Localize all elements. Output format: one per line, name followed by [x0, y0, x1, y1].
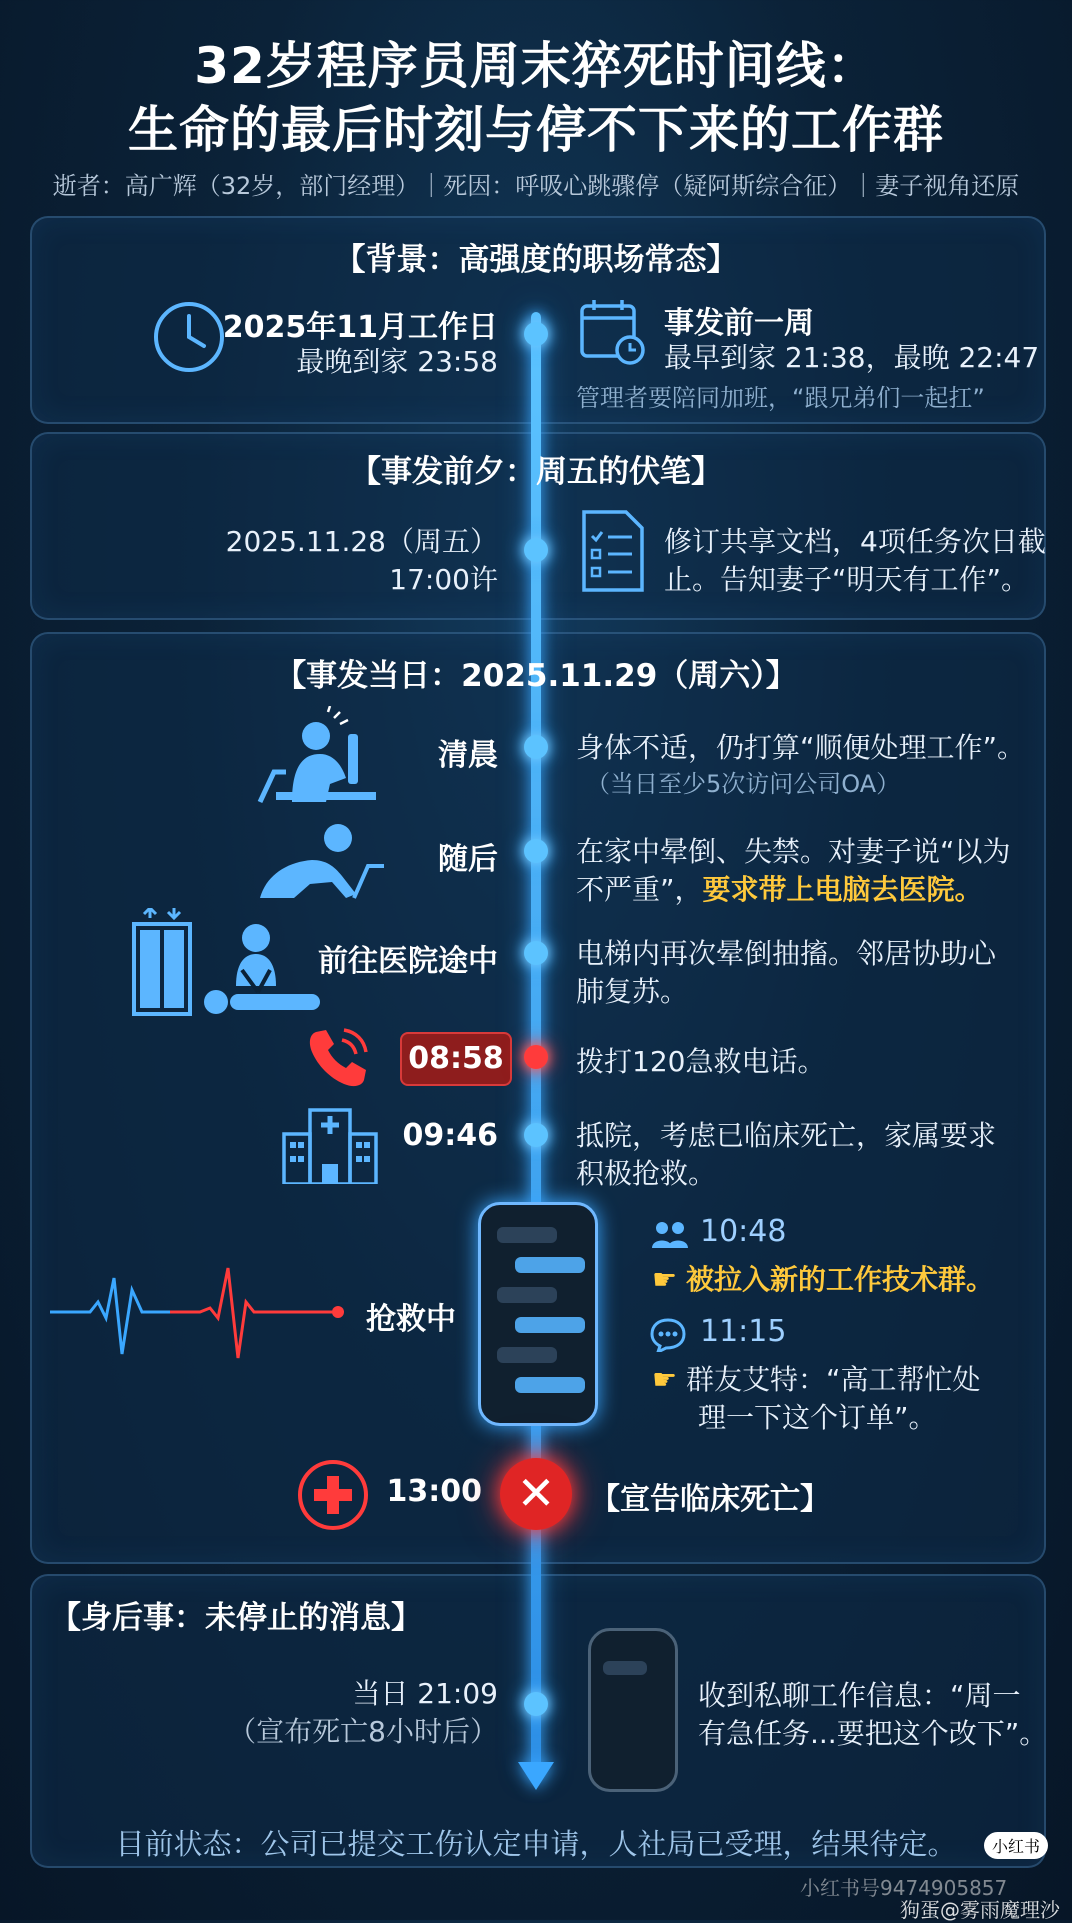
timeline-dot	[524, 1123, 548, 1147]
rescue-time-1: 10:48	[700, 1214, 787, 1249]
background-left-detail: 最晚到家 23:58	[296, 345, 498, 378]
author-watermark: 狗蛋@雾雨魔理沙	[900, 1898, 1060, 1922]
rescue-message-2-line-2: 理一下这个订单”。	[698, 1401, 937, 1434]
pointing-hand-icon: ☛	[652, 1263, 687, 1296]
eve-text-line-2: 止。告知妻子“明天有工作”。	[664, 563, 1030, 596]
title-line-2: 生命的最后时刻与停不下来的工作群	[128, 101, 944, 159]
event-label: 清晨	[438, 738, 498, 773]
private-chat-phone-image	[588, 1628, 678, 1792]
after-text-line-2: 有急任务...要把这个改下”。	[698, 1717, 1048, 1750]
death-time: 13:00	[386, 1474, 482, 1509]
xhs-id-watermark: 小红书号9474905857	[800, 1876, 1008, 1900]
event-line-1: 拨打120急救电话。	[576, 1045, 826, 1078]
eve-date: 2025.11.28（周五）	[225, 525, 498, 558]
event-line-1: 电梯内再次晕倒抽搐。邻居协助心	[576, 937, 997, 970]
timeline-dot	[524, 538, 548, 562]
title-line-1: 32岁程序员周末猝死时间线：	[194, 37, 878, 95]
event-label: 随后	[438, 842, 498, 877]
after-note: （宣布死亡8小时后）	[228, 1715, 498, 1748]
after-text-line-1: 收到私聊工作信息：“周一	[698, 1679, 1021, 1712]
background-right-detail: 最早到家 21:38，最晚 22:47	[664, 341, 1040, 374]
rescue-time-2: 11:15	[700, 1314, 787, 1349]
death-text: 【宣告临床死亡】	[590, 1482, 830, 1517]
event-line-1: 在家中晕倒、失禁。对妻子说“以为	[576, 835, 1011, 868]
cpr-icon	[202, 920, 322, 1020]
xhs-logo: 小红书	[984, 1832, 1048, 1859]
eve-time: 17:00许	[389, 563, 498, 596]
event-line-2	[576, 868, 983, 908]
emergency-time-badge: 08:58	[400, 1032, 512, 1086]
phone-ringing-icon	[306, 1026, 370, 1090]
elevator-icon	[130, 908, 194, 1016]
rescue-message-1: ☛ 被拉入新的工作技术群。	[652, 1263, 995, 1296]
timeline-dot	[524, 941, 548, 965]
document-icon	[580, 508, 646, 594]
chat-bubble-icon	[650, 1318, 686, 1352]
death-x-icon: ✕	[500, 1458, 572, 1530]
rescue-label: 抢救中	[366, 1302, 456, 1337]
event-note: （当日至少5次访问公司OA）	[586, 770, 901, 798]
event-line-2-prefix: 不严重”，	[576, 873, 703, 906]
timeline-dot	[524, 1692, 548, 1716]
event-line-2-highlight: 要求带上电脑去医院。	[702, 873, 983, 906]
event-label: 前往医院途中	[318, 944, 498, 979]
current-status: 目前状态：公司已提交工伤认定申请，人社局已受理，结果待定。	[115, 1827, 957, 1861]
timeline-arrow-icon	[518, 1762, 554, 1790]
day-heading: 【事发当日：2025.11.29（周六）】	[275, 658, 797, 694]
timeline-dot	[524, 839, 548, 863]
heartbeat-icon	[50, 1248, 350, 1368]
background-right-note: 管理者要陪同加班，“跟兄弟们一起扛”	[576, 384, 985, 412]
medical-cross-icon	[296, 1458, 370, 1532]
event-line-1: 抵院，考虑已临床死亡，家属要求	[576, 1119, 997, 1152]
eve-heading: 【事发前夕：周五的伏笔】	[350, 454, 722, 490]
event-line-1: 身体不适，仍打算“顺便处理工作”。	[576, 731, 1026, 764]
group-icon	[650, 1218, 690, 1250]
after-time: 当日 21:09	[352, 1677, 498, 1710]
pointing-hand-icon: ☛	[652, 1363, 687, 1396]
eve-text-line-1: 修订共享文档，4项任务次日截	[664, 525, 1046, 558]
background-heading: 【背景：高强度的职场常态】	[334, 242, 738, 278]
event-line-2: 肺复苏。	[576, 975, 689, 1008]
timeline-dot	[524, 735, 548, 759]
event-label: 09:46	[402, 1118, 498, 1153]
rescue-message-2-line-1: ☛ 群友艾特：“高工帮忙处	[652, 1363, 981, 1396]
timeline-dot-alert	[524, 1045, 548, 1069]
calendar-icon	[578, 296, 646, 366]
timeline-dot	[524, 322, 548, 346]
hospital-icon	[282, 1108, 378, 1184]
subtitle: 逝者：高广辉（32岁，部门经理）｜死因：呼吸心跳骤停（疑阿斯综合征）｜妻子视角还原	[52, 172, 1020, 200]
collapsed-person-icon	[256, 820, 386, 900]
clock-icon	[152, 300, 226, 374]
background-right-title: 事发前一周	[664, 306, 814, 341]
timeline-line	[531, 312, 541, 1772]
tired-worker-icon	[256, 706, 384, 806]
chat-phone-image	[478, 1202, 598, 1426]
background-left-title: 2025年11月工作日	[222, 310, 498, 345]
after-heading: 【身后事：未停止的消息】	[50, 1600, 422, 1636]
event-line-2: 积极抢救。	[576, 1157, 717, 1190]
